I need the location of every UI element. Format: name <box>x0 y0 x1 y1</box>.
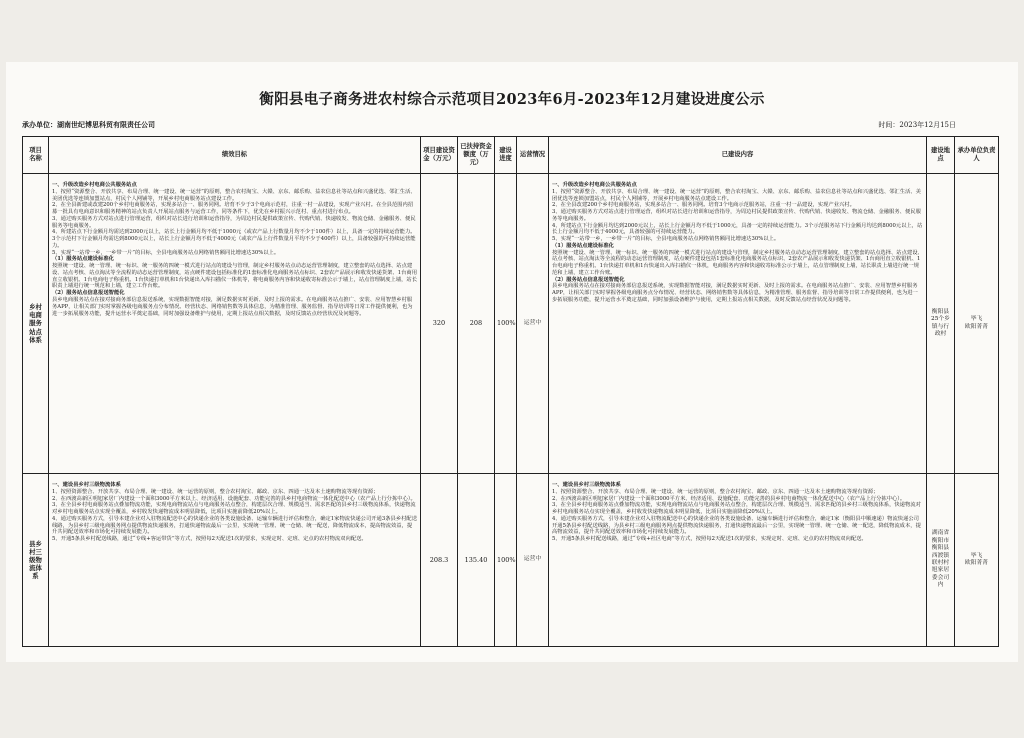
progress-table <box>22 136 999 647</box>
paragraph: 5、实现“一站带一乡，一乡带一片”的目标，全县电商服务站点网络销售额同比增速达30%以上。 <box>552 236 780 243</box>
section-heading: （1）服务站点建设标准化 <box>552 242 614 249</box>
owner-cell: 毕飞 欧阳菁菁 <box>955 174 999 474</box>
paragraph: 4、通过购买服务方式，引导本建企业对入驻物流配送中心的快递企业的各类设施设备、运输车辆进行评估和整合，确定1家（衡阳县中顺速递）物流快递公司开通5条县乡村配送线路，为县乡村三级电商服务网点提供物流快递服务，打通快递物流最后一公里，实现统一管理、统一仓储、统一配送，降低物流成本，提高物流效益，提升共同配送效率和市场化可持续发展能力。 <box>552 515 921 536</box>
owner-cell: 毕飞 欧阳菁菁 <box>955 474 999 647</box>
investment-cell: 320 <box>421 174 458 474</box>
location-cell: 衡阳县25个乡镇与行政村 <box>927 174 955 474</box>
progress-cell: 100% <box>495 474 517 647</box>
page-title: 衡阳县电子商务进农村综合示范项目2023年6月-2023年12月建设进度公示 <box>259 91 765 108</box>
operation-cell: 运营中 <box>517 474 549 647</box>
paragraph: 3、在全县乡村电商服务站点叠加物流功能，实现电商物流站点与电商服务站点整合，构建层次合理、规模适当、需求匹配的县乡村三级物流体系，快递物流对乡村电商服务站点实现全覆盖，乡村收发快递物流成本明显降低，比项目实施前降低20%以上。 <box>552 502 921 516</box>
project-name-cell: 县乡村三级物流体系 <box>23 474 49 647</box>
paragraph: 2、在西渡高新区明旭家居厂内建设一个面积3000平方米以上、经济适用、设施配套、功能完善的县乡村电商物流一体化配送中心（农产品上行分拣中心）。 <box>52 495 416 502</box>
paragraph: 县乡电商服务站点在接对接商务部信息报送系统，实现数据智能对接，满足数据实时更新、及时上报的需求。在电商服务站点推广、安装、应用智慧乡村服务APP，让相关部门实时掌握各级电商服务点分布情况、经营状态、网络销售数等具体信息，为精准管理、服务监督、指导培训等日常工作提供便利，也为进一步拓展服务功能，提升运营水平奠定基础，同时加强设备维护与使用，定期上报站点相关数据，及时反馈站点经营状况及问题等。 <box>552 283 918 304</box>
header-operation: 运营情况 <box>517 137 549 174</box>
paragraph: 2、在西渡高新区明旭家居厂内建设一个面积3000平方米、经济适用、设施配套、功能完善的县乡村电商物流一体化配送中心（农产品上行分拣中心）。 <box>552 495 906 502</box>
paragraph: 1、按照资源整合、开放共享、布局合理、统一建设、统一运营的原则，整合农村淘宝、邮政、京东、四通一达及本土速购物流等现有资源； <box>552 488 879 495</box>
investment-cell: 208.3 <box>421 474 458 647</box>
paragraph: 4、所建站点下行金额月均达到2000元以上，站长上行金额月均不低于1000元，具备一定的持续运营能力。3个示范服务站下行金额月均达到8000元以上，站长上行金额月均不低于4000元，具备较强的可持续运营能力。 <box>552 222 923 236</box>
paragraph: 5、开通5条县乡村配送线路，通过“专线+客运带货”等方式，按照每2天配送1次的要求，实现定时、定班、定点的农村物流双向配送。 <box>52 536 367 543</box>
time-label: 时间：2023年12月15日 <box>878 121 956 129</box>
table-row <box>23 474 999 647</box>
subsidy-cell: 208 <box>458 174 495 474</box>
header-owner: 承办单位负责人 <box>955 137 999 174</box>
done-cell <box>549 474 927 647</box>
paragraph: 县乡电商服务站点在接对接商务部信息报送系统，实现数据智能对接，满足数据实时更新、及时上报的需求。在电商服务站点推广、安装、应用智慧乡村服务APP，让相关部门实时掌握各级电商服务点分布情况、经营状态、网络销售数等具体信息，为精准管理、服务监督、指导培训等日常工作提供便利，也为进一步拓展服务功能，提升运营水平奠定基础，同时加强设备维护与使用，定期上报站点相关数据，及时反馈站点经营状况及问题等。 <box>52 297 413 317</box>
table-row <box>23 174 999 474</box>
paragraph: 按照统一建设、统一管理、统一标识、统一服务的四统一模式进行站点的建设与管理，制定乡村服务站点动态运营管理制度，建立整套的站点选择、站点建设、站点考核、站点淘汰等全流程的动态运营管理制度，站点硬件建设包括1套标准化电商服务站点标识、2套农产品展示和收发快递货架、1台商用直立收银机、1台电商电子称重机、1台快递打单机和1台快递出入库扫描仪一体机，电商服务内容和快递收寄标准公示于墙上，站点管理制度上墙，站长职责上墙进行统一规范和上墙，建立工作台账。 <box>552 249 923 276</box>
paragraph: 1、按照“资源整合、开放共享、布局合理、统一建设、统一运营”的原则，整合农村淘宝、大赣、京东、邮乐购、益农信息社等站点和兴盛优选、邻汇生活、美团优选等连锁加盟站点，村民个人网铺等，开展乡村电商服务站点建设工作。 <box>552 188 921 202</box>
section-heading: （2）服务站点信息报送智能化 <box>552 276 625 283</box>
section-heading: 一、升级改造乡村电商公共服务站点 <box>52 182 137 188</box>
done-cell <box>549 174 927 474</box>
header-location: 建设地点 <box>927 137 955 174</box>
section-heading: （1）服务站点建设标准化 <box>52 256 114 263</box>
paragraph: 3、通过购买服务方式对站点进行管理运营，组织对站长进行培训和运营指导，为周边村民提供政策宣传、代购代销、快递收发、物流仓储、金融服务、便民服务等电商服务。 <box>52 215 416 229</box>
header-subsidy: 已扶持资金额度（万元） <box>458 137 495 174</box>
location-cell: 湖南省衡阳市衡阳县西渡镇联村村旭家居委会司内 <box>927 474 955 647</box>
section-heading: 一、升级改造乡村电商公共服务站点 <box>552 182 637 188</box>
paragraph: 4、所建站点下行金额月均需达到2000元以上，站长上行金额月均不低于1000元（或农产品上行数量月均不少于100件）以上，具备一定的持续运营能力。3个示范村下行金额月均需达到8000元以上，站长上行金额月均不低于4000元（或农产品上行件数量月平均不少于400件）以上，具备较强的可持续运营能力。 <box>52 229 416 249</box>
header-done: 已建设内容 <box>549 137 927 174</box>
header-goals: 绩效目标 <box>49 137 421 174</box>
paragraph: 5、开通5条县乡村配送线路，通过“专线+社区电商”等方式，按照每2天配送1次的要求，实现定时、定班、定点的农村物流双向配送。 <box>552 536 867 543</box>
paragraph: 2、在全县新建或改建200个乡村电商服务站，实现多站合一、服务同网。培育不少于3个电商示范村，注重一村一品建设，实现产业兴村。在全县范围内招募一批具有电商意识和服务精神的站点负责人开展站点服务与运营工作，同等条件下，优先在乡村振兴示范村、重点村进行布点。 <box>52 202 414 216</box>
paragraph: 3、在全县乡村电商服务站点叠加物流功能，实现电商物流站点与电商服务站点整合，构建层次合理、规模适当、需求匹配的县乡村三级物流体系，快递物流对乡村电商服务站点实现全覆盖，乡村收发快递物流成本明显降低，比项目实施前降低20%以上。 <box>52 502 416 516</box>
goals-cell <box>49 474 421 647</box>
paragraph: 1、按照资源整合、开放共享、布局合理、统一建设、统一运营的原则，整合农村淘宝、邮政、京东、四通一达及本土速购物流等现有资源； <box>52 488 379 495</box>
goals-cell <box>49 174 421 474</box>
section-heading: 一、建设县乡村三级物流体系 <box>52 482 121 488</box>
paragraph: 按照统一建设、统一管理、统一标识、统一服务的四统一模式进行站点的建设与管理，制定乡村服务站点动态运营管理制度，建立整套的站点选择、站点建设、站点考核、站点淘汰等全流程的动态运营管理制度，站点硬件建设包括标准化的1套标准化电商服务站点标识、2套农产品展示和收发快递货架、1台商用直立收银机、1台电商电子称重机、1台快递打单机和1台快递出入库扫描仪一体机等，将电商服务内容和快递收寄标准公示于墙上，站点管理制度上墙，站长职责上墙进行统一规范和上墙，建立工作台账。 <box>52 263 418 290</box>
paragraph: 5、实现“一站带一乡，一乡带一片”的目标，全县电商服务站点网络销售额同比增速达30%以上。 <box>52 249 280 256</box>
section-heading: 一、建设县乡村三级物流体系 <box>552 482 621 488</box>
paragraph: 1、按照“资源整合、开放共享、布局合理、统一建设、统一运营”的原则，整合农村淘宝、大赣、京东、邮乐购、益农信息社等站点和兴盛优选、邻汇生活、美团优选等连锁加盟站点，村民个人网铺等，开展乡村电商服务站点建设工作。 <box>52 188 416 202</box>
table-header-row <box>23 137 999 174</box>
paragraph: 3、通过购买服务方式对站点进行管理运营，组织对站长进行培训和运营指导，为周边村民提供政策宣传、代购代销、快递收发、物流仓储、金融服务、便民服务等电商服务。 <box>552 209 921 222</box>
notice-sheet <box>6 62 1018 662</box>
paragraph: 4、通过购买服务方式，引导本建企业对入驻物流配送中心的快递企业的各类设施设备、运输车辆进行评估和整合，确定1家物流快递公司开通3条县乡村配送线路，为县乡村三级电商服务网点提供物流快递服务，打通快递物流最后一公里，实现统一管理、统一仓储、统一配送，降低物流成本，提高物流效益，提升共同配送效率和市场化可持续发展能力。 <box>52 515 418 536</box>
subsidy-cell: 135.40 <box>458 474 495 647</box>
header-progress: 建设进度 <box>495 137 517 174</box>
progress-cell: 100% <box>495 174 517 474</box>
undertaker-label: 承办单位：湖南世纪博思科贸有限责任公司 <box>22 120 155 129</box>
section-heading: （2）服务站点信息报送智能化 <box>52 290 125 297</box>
operation-cell: 运营中 <box>517 174 549 474</box>
header-project-name: 项目 名称 <box>23 137 49 174</box>
project-name-cell: 乡村电商服务站点体系 <box>23 174 49 474</box>
header-investment: 项目建设资金（万元） <box>421 137 458 174</box>
paragraph: 2、在全县改建200个乡村电商服务站，实现多站合一、服务同网。培育3个电商示范服务站，注重一村一品建设，实现产业兴村。 <box>552 202 855 209</box>
